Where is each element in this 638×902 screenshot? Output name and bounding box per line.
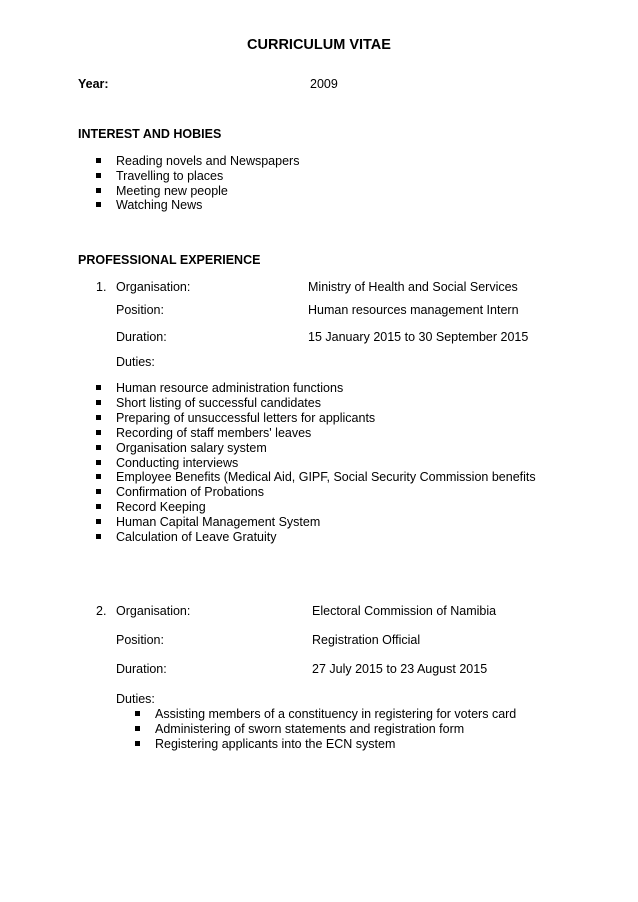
duration-label: Duration:: [116, 330, 167, 344]
job-number: 1.: [96, 280, 107, 294]
position-label: Position:: [116, 303, 164, 317]
bullet-icon: [135, 741, 140, 746]
bullet-icon: [96, 445, 101, 450]
year-value: 2009: [310, 77, 338, 91]
duration-value: 15 January 2015 to 30 September 2015: [308, 330, 529, 344]
bullet-icon: [135, 726, 140, 731]
org-value: Ministry of Health and Social Services: [308, 280, 518, 294]
position-value: Human resources management Intern: [308, 303, 519, 317]
bullet-icon: [96, 202, 101, 207]
duration-value: 27 July 2015 to 23 August 2015: [312, 662, 488, 676]
org-label: Organisation:: [116, 280, 191, 294]
experience-heading: PROFESSIONAL EXPERIENCE: [78, 253, 261, 267]
bullet-icon: [96, 489, 101, 494]
document-title: CURRICULUM VITAE: [247, 37, 391, 53]
bullet-icon: [96, 385, 101, 390]
bullet-icon: [96, 504, 101, 509]
duties-label: Duties:: [116, 355, 155, 369]
bullet-icon: [135, 711, 140, 716]
bullet-icon: [96, 158, 101, 163]
org-label: Organisation:: [116, 604, 191, 618]
bullet-icon: [96, 415, 101, 420]
bullet-icon: [96, 430, 101, 435]
bullet-icon: [96, 460, 101, 465]
job-number: 2.: [96, 604, 107, 618]
position-value: Registration Official: [312, 633, 421, 647]
bullet-icon: [96, 519, 101, 524]
bullet-icon: [96, 474, 101, 479]
interests-heading: INTEREST AND HOBIES: [78, 127, 222, 141]
org-value: Electoral Commission of Namibia: [312, 604, 497, 618]
year-label: Year:: [78, 77, 109, 91]
bullet-icon: [96, 188, 101, 193]
bullet-icon: [96, 400, 101, 405]
duties-label: Duties:: [116, 692, 155, 706]
bullet-icon: [96, 173, 101, 178]
position-label: Position:: [116, 633, 164, 647]
duration-label: Duration:: [116, 662, 167, 676]
bullet-icon: [96, 534, 101, 539]
